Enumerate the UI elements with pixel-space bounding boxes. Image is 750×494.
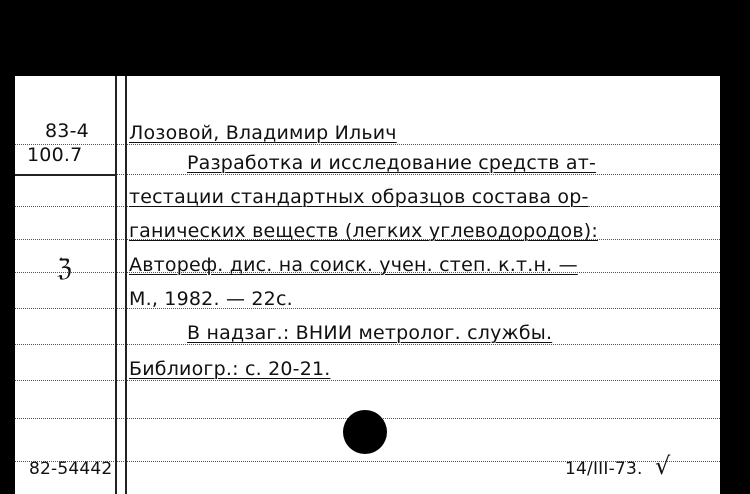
call-number-secondary: 100.7	[27, 144, 83, 166]
margin-line-right	[125, 76, 127, 494]
ruled-line	[15, 380, 720, 381]
catalog-card	[15, 76, 720, 494]
call-number-rule	[15, 174, 115, 176]
ruled-line	[15, 174, 720, 175]
ruled-line	[15, 308, 720, 309]
title-line-1: Разработка и исследование средств ат-	[187, 152, 597, 174]
note-bibliography: Библиогр.: с. 20-21.	[129, 358, 331, 380]
call-number-primary: 83-4	[45, 120, 89, 142]
author-heading: Лозовой, Владимир Ильич	[129, 122, 397, 144]
inventory-number: 82-54442	[29, 459, 113, 479]
imprint: М., 1982. — 22с.	[129, 288, 293, 310]
title-line-2: тестации стандартных образцов состава ор-	[129, 186, 589, 208]
note-sponsor: В надзаг.: ВНИИ метролог. службы.	[187, 322, 553, 344]
margin-mark: ℨ	[57, 254, 72, 282]
punch-hole	[343, 410, 387, 454]
title-line-4: Автореф. дис. на соиск. учен. степ. к.т.н. —	[129, 254, 578, 276]
check-mark: √	[655, 452, 671, 480]
ruled-line	[15, 144, 720, 145]
ruled-line	[15, 344, 720, 345]
date-stamp: 14/III-73.	[565, 459, 643, 479]
title-line-3: ганических веществ (легких углеводородов):	[129, 220, 598, 242]
margin-line-left	[115, 76, 117, 494]
